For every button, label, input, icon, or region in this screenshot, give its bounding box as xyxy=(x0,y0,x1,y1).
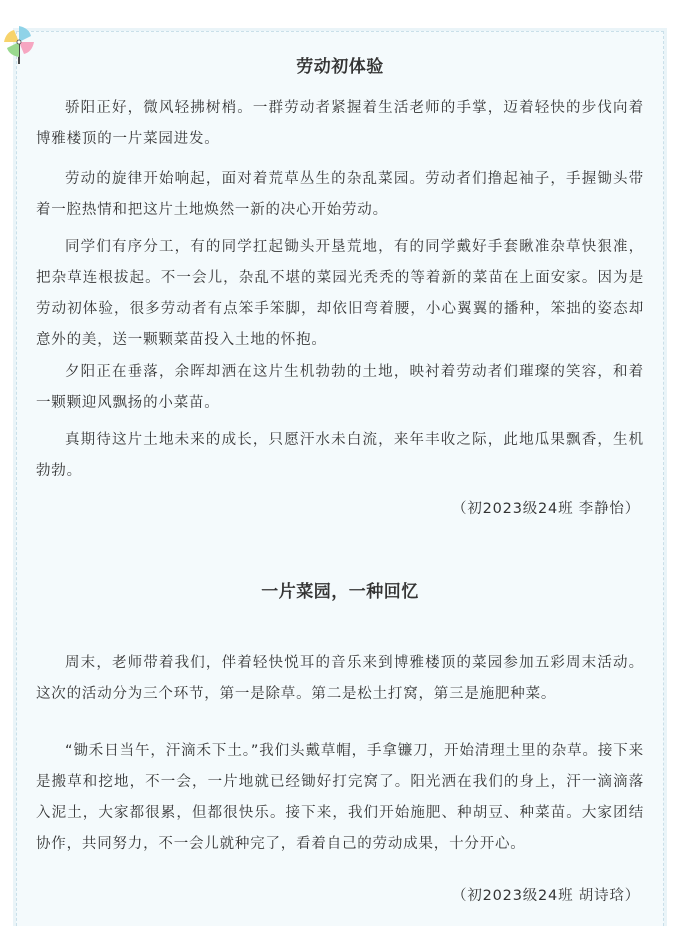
article-1-paragraph-2: 劳动的旋律开始响起，面对着荒草丛生的杂乱菜园。劳动者们撸起袖子，手握锄头带着一腔热情和把这片土地焕然一新的决心开始劳动。 xyxy=(36,171,644,218)
article-2-paragraph-2: “锄禾日当午，汗滴禾下土。”我们头戴草帽，手拿镰刀，开始清理土里的杂草。接下来是搬草和挖地，不一会，一片地就已经锄好打完窝了。阳光洒在我们的身上，汗一滴滴落入泥土，大家都很累，但都很快乐。接下来，我们开始施肥、种胡豆、种菜苗。大家团结协作，共同努力，不一会儿就种完了，看着自己的劳动成果，十分开心。 xyxy=(36,743,644,852)
article-1-paragraph-3: 同学们有序分工，有的同学扛起锄头开垦荒地，有的同学戴好手套瞅准杂草快狠准，把杂草连根拔起。不一会儿，杂乱不堪的菜园光秃秃的等着新的菜苗在上面安家。因为是劳动初体验，很多劳动者有点笨手笨脚，却依旧弯着腰，小心翼翼的播种，笨拙的姿态却意外的美，送一颗颗菜苗投入土地的怀抱。 xyxy=(36,239,644,348)
article-2-signature: （初2023级24班 胡诗琀） xyxy=(452,888,640,904)
article-1-paragraph-5: 真期待这片土地未来的成长，只愿汗水未白流，来年丰收之际，此地瓜果飘香，生机勃勃。 xyxy=(36,432,644,479)
pinwheel-icon xyxy=(2,24,36,64)
article-1-title: 劳动初体验 xyxy=(296,57,384,77)
article-2-paragraph-1: 周末，老师带着我们，伴着轻快悦耳的音乐来到博雅楼顶的菜园参加五彩周末活动。这次的活动分为三个环节，第一是除草。第二是松土打窝，第三是施肥种菜。 xyxy=(36,655,644,702)
article-1-paragraph-1: 骄阳正好，微风轻拂树梢。一群劳动者紧握着生活老师的手掌，迈着轻快的步伐向着博雅楼顶的一片菜园进发。 xyxy=(36,100,644,147)
article-2-title: 一片菜园，一种回忆 xyxy=(261,582,419,602)
article-1-signature: （初2023级24班 李静怡） xyxy=(452,501,640,517)
article-1-paragraph-4: 夕阳正在垂落，余晖却洒在这片生机勃勃的土地，映衬着劳动者们璀璨的笑容，和着一颗颗迎风飘扬的小菜苗。 xyxy=(36,364,644,411)
